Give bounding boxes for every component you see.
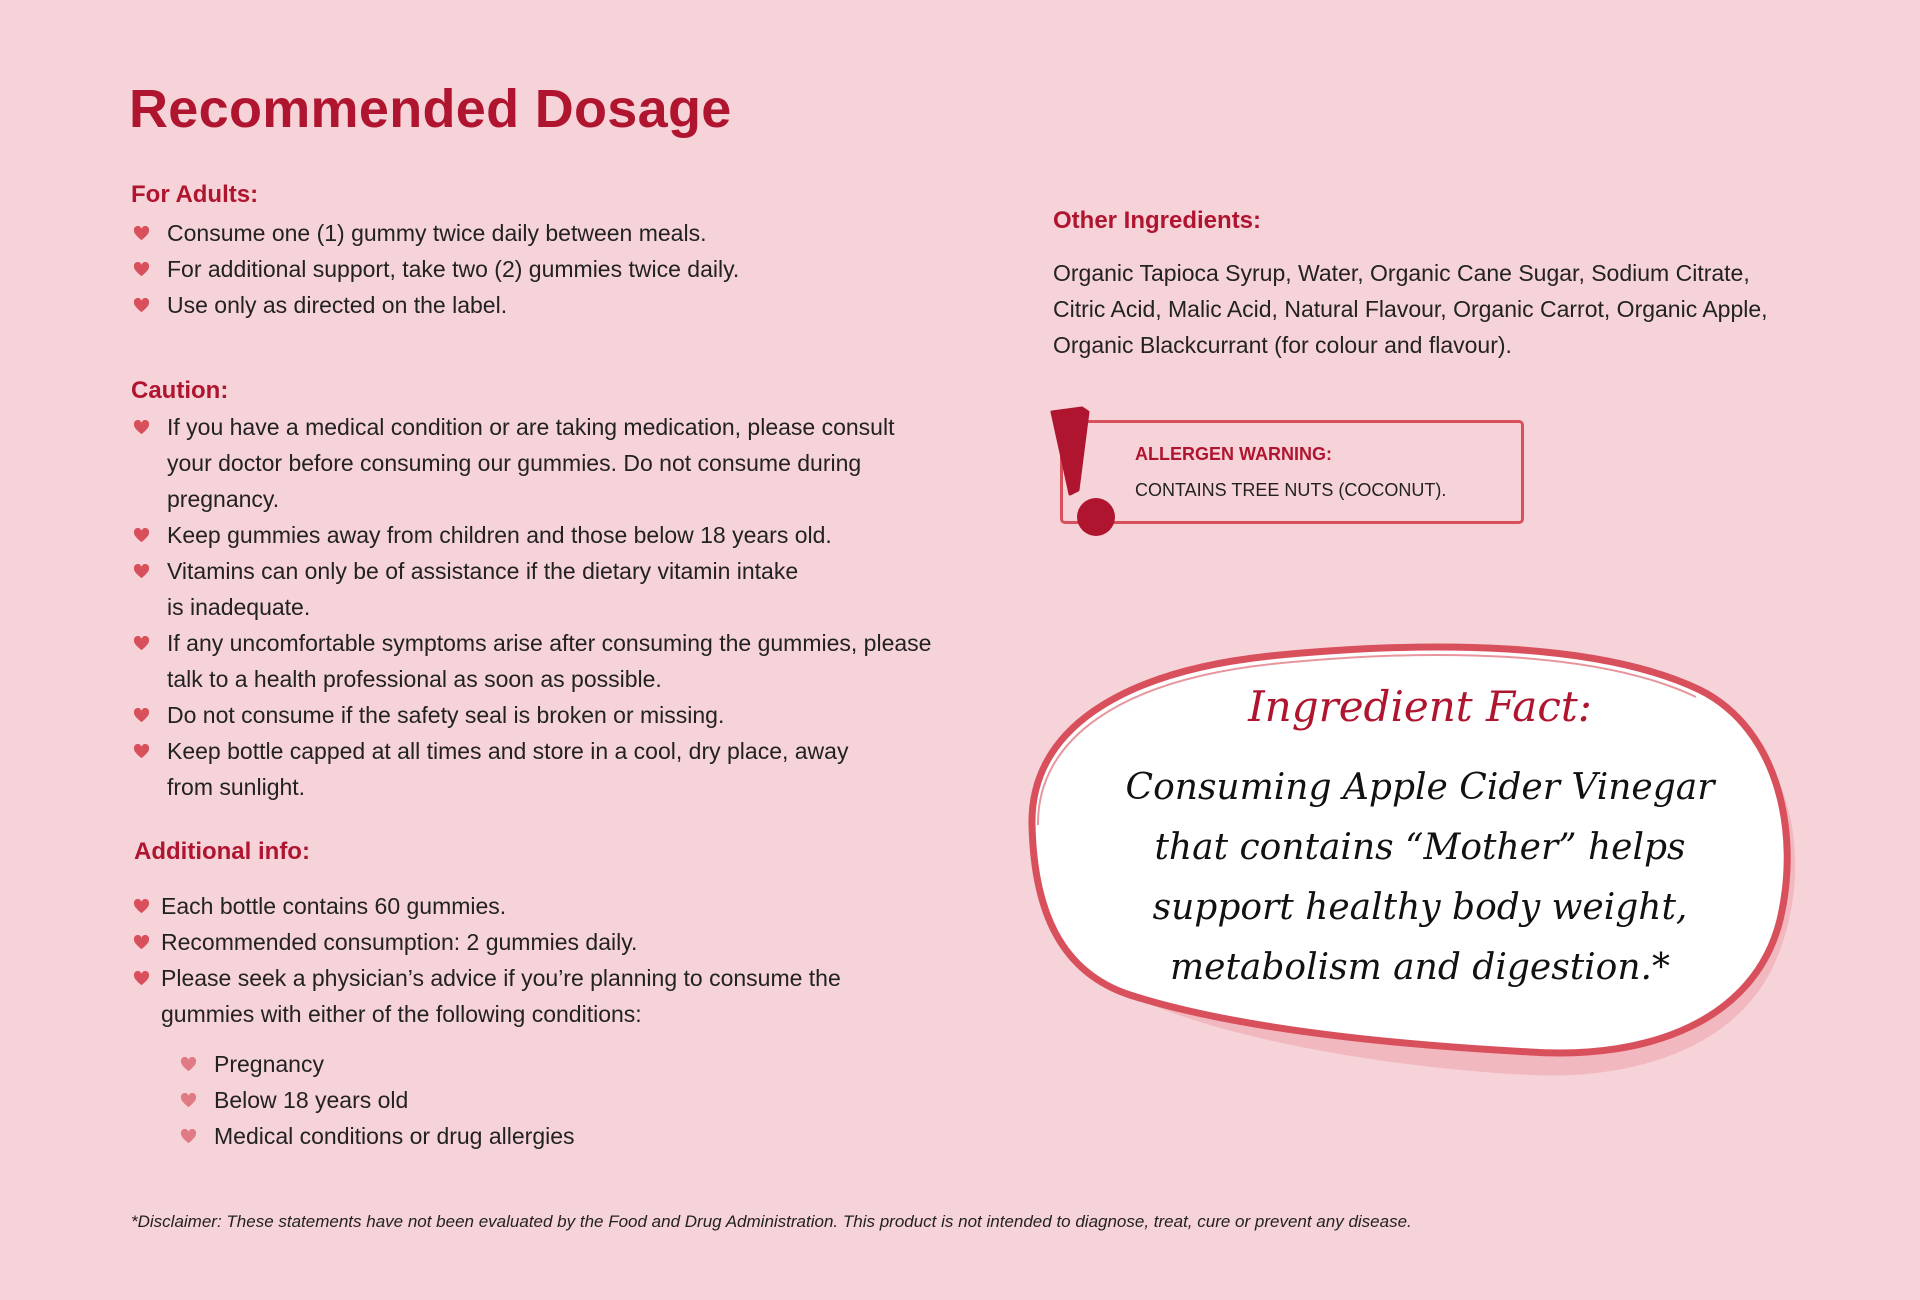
heart-icon <box>131 517 151 553</box>
list-item-text: If you have a medical condition or are taking medication, please consult your doctor before consuming our gummies. Do not consume during pregnancy. <box>167 414 895 512</box>
list-item <box>131 409 941 517</box>
heart-icon <box>131 733 151 769</box>
heart-icon <box>131 625 151 661</box>
heart-icon <box>178 1118 198 1154</box>
heart-icon <box>131 888 151 924</box>
list-item-text: Below 18 years old <box>214 1087 409 1113</box>
adults-list <box>131 215 931 323</box>
list-item <box>131 924 911 960</box>
adults-heading: For Adults: <box>131 181 259 208</box>
heart-icon <box>131 553 151 589</box>
heart-icon <box>131 251 151 287</box>
heart-icon <box>178 1046 198 1082</box>
list-item-text: Consume one (1) gummy twice daily between meals. <box>167 220 707 246</box>
ingredients-text: Organic Tapioca Syrup, Water, Organic Cane Sugar, Sodium Citrate, Citric Acid, Malic Acid, Natural Flavour, Organic Carrot, Organic Apple, Organic Blackcurrant (for colour and flavour). <box>1053 260 1768 358</box>
list-item-text: If any uncomfortable symptoms arise after consuming the gummies, please talk to a health professional as soon as possible. <box>167 630 932 692</box>
heart-icon <box>131 287 151 323</box>
list-item-text: Use only as directed on the label. <box>167 292 508 318</box>
list-item <box>131 697 941 733</box>
page-title: Recommended Dosage <box>129 79 732 139</box>
list-item-text: Do not consume if the safety seal is broken or missing. <box>167 702 725 728</box>
caution-list <box>131 409 941 805</box>
ingredients-heading: Other Ingredients: <box>1053 207 1262 234</box>
allergen-title: ALLERGEN WARNING: <box>1135 444 1332 464</box>
list-item-text: Recommended consumption: 2 gummies daily. <box>161 929 638 955</box>
list-item-text: For additional support, take two (2) gummies twice daily. <box>167 256 740 282</box>
heart-icon <box>131 215 151 251</box>
allergen-text: CONTAINS TREE NUTS (COCONUT). <box>1135 480 1447 500</box>
list-item-text: Keep bottle capped at all times and store in a cool, dry place, away from sunlight. <box>167 738 849 800</box>
list-item <box>131 251 931 287</box>
list-item-text: Each bottle contains 60 gummies. <box>161 893 507 919</box>
additional-list <box>131 888 911 1032</box>
list-item <box>178 1118 778 1154</box>
caution-heading: Caution: <box>131 377 229 404</box>
list-item <box>131 733 941 805</box>
heart-icon <box>131 409 151 445</box>
list-item <box>131 625 941 697</box>
allergen-box <box>1060 420 1524 524</box>
heart-icon <box>131 924 151 960</box>
disclaimer: *Disclaimer: These statements have not been evaluated by the Food and Drug Administration. This product is not intended to diagnose, treat, cure or prevent any disease. <box>131 1212 1412 1231</box>
heart-icon <box>178 1082 198 1118</box>
list-item <box>131 517 941 553</box>
list-item-text: Please seek a physician’s advice if you’re planning to consume the gummies with either of the following conditions: <box>161 965 841 1027</box>
fact-title: Ingredient Fact: <box>1248 682 1592 731</box>
list-item <box>131 287 931 323</box>
heart-icon <box>131 960 151 996</box>
list-item <box>131 960 911 1032</box>
list-item <box>178 1046 778 1082</box>
list-item <box>131 888 911 924</box>
conditions-list <box>178 1046 778 1154</box>
fact-text: Consuming Apple Cider Vinegar that contains “Mother” helps support healthy body weight, metabolism and digestion.* <box>1125 767 1715 988</box>
list-item <box>131 553 941 625</box>
list-item <box>131 215 931 251</box>
additional-heading: Additional info: <box>134 838 310 865</box>
exclamation-icon <box>1046 406 1116 536</box>
list-item-text: Keep gummies away from children and those below 18 years old. <box>167 522 832 548</box>
list-item-text: Vitamins can only be of assistance if the dietary vitamin intake is inadequate. <box>167 558 799 620</box>
heart-icon <box>131 697 151 733</box>
list-item-text: Medical conditions or drug allergies <box>214 1123 575 1149</box>
list-item <box>178 1082 778 1118</box>
list-item-text: Pregnancy <box>214 1051 324 1077</box>
